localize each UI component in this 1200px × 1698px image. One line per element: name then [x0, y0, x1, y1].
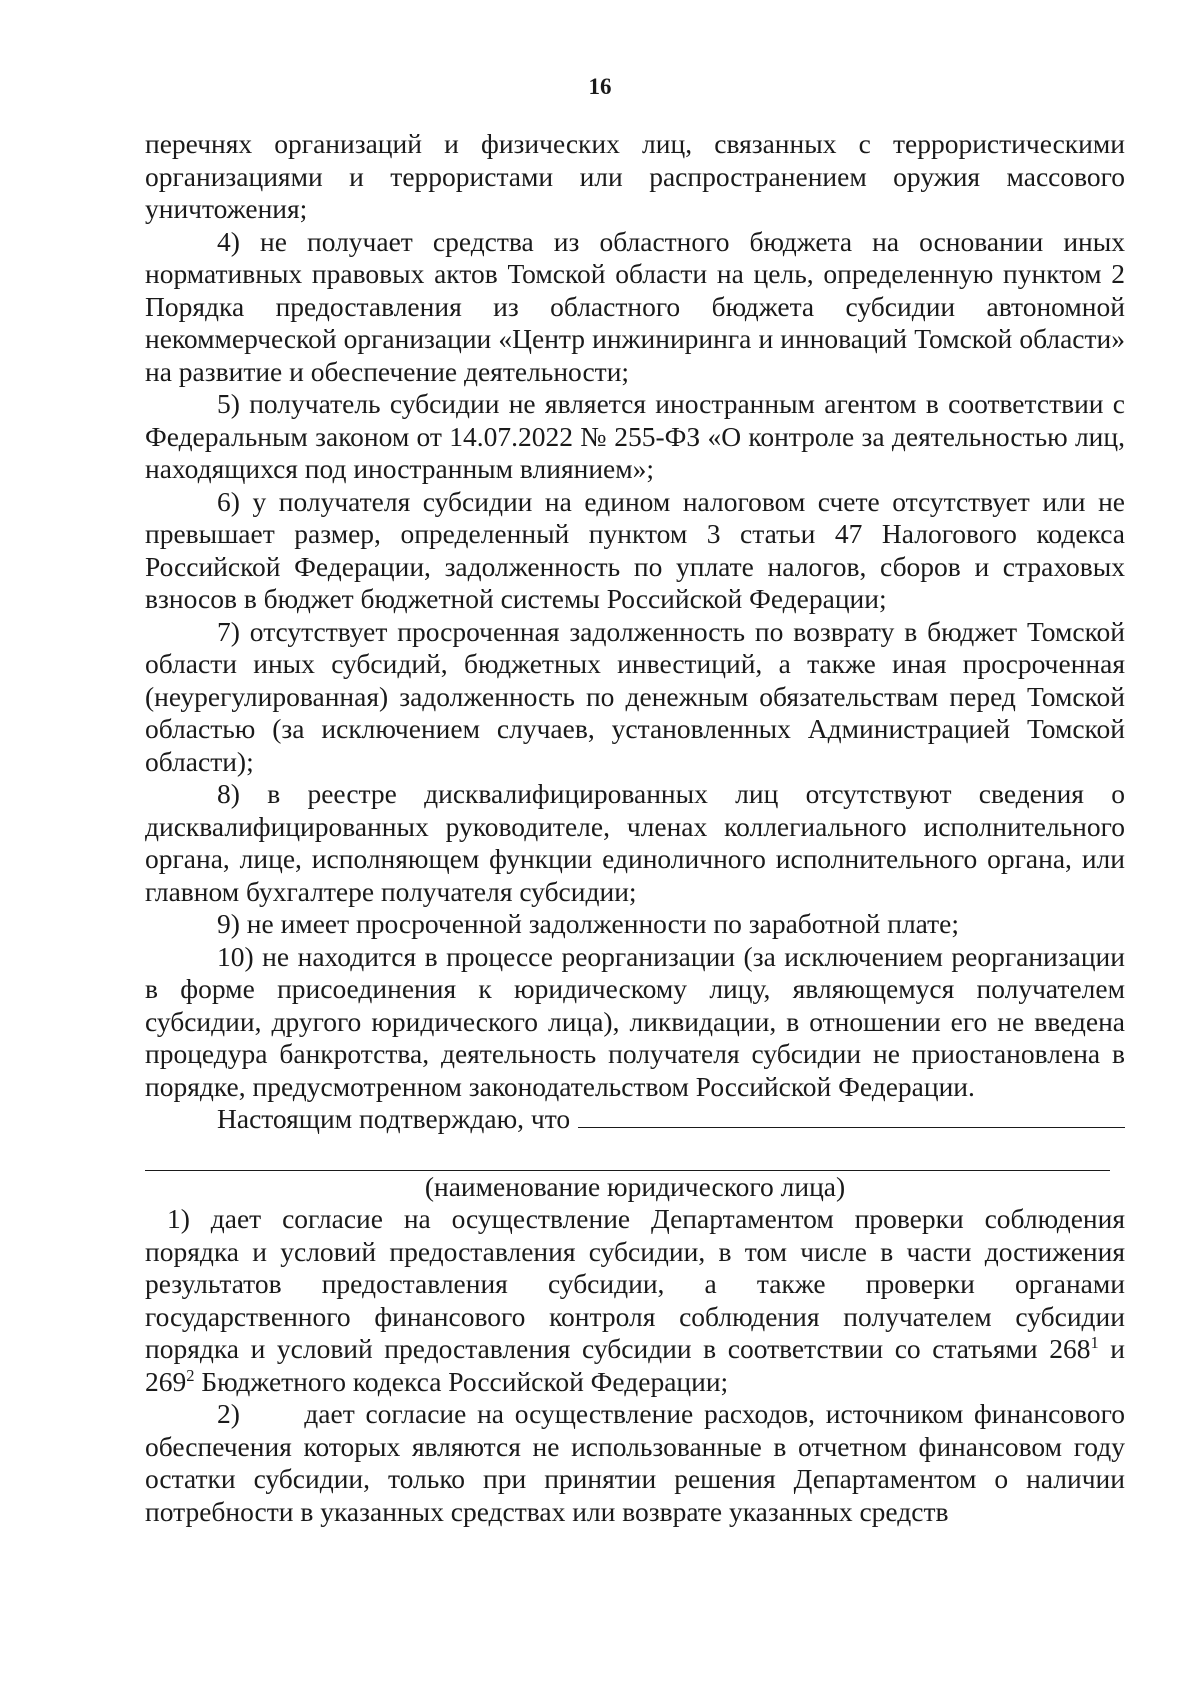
consent-1-superscript-2: 2	[186, 1365, 195, 1385]
list-item-4: 4) не получает средства из областного бюджета на основании иных нормативных правовых актов Томской области на цель, определенную пунктом 2 Порядка предоставления из областного бюджета субсидии автономной некоммерческой организации «Центр инжиниринга и инноваций Томской области» на развитие и обеспечение деятельности;	[145, 225, 1125, 387]
list-item-5: 5) получатель субсидии не является иностранным агентом в соответствии с Федеральным законом от 14.07.2022 № 255-ФЗ «О контроле за деятельностью лиц, находящихся под иностранным влиянием»;	[145, 388, 1125, 484]
consent-1-superscript-1: 1	[1090, 1332, 1099, 1352]
consent-1-middle: и 269	[145, 1333, 1125, 1397]
list-item-9: 9) не имеет просроченной задолженности по заработной плате;	[217, 908, 960, 939]
consent-1-end: Бюджетного кодекса Российской Федерации;	[194, 1365, 729, 1397]
document-body	[145, 128, 1132, 1528]
list-item-10: 10) не находится в процессе реорганизации (за исключением реорганизации в форме присоединения к юридическому лицу, являющемуся получателем субсидии, другого юридического лица), ликвидации, в отношении его не введена процедура банкротства, деятельность получателя субсидии не приостановлена в порядке, предусмотренном законодательством Российской Федерации.	[145, 940, 1125, 1102]
organization-name-blank-line	[145, 1142, 1110, 1171]
list-item-6: 6) у получателя субсидии на едином налоговом счете отсутствует или не превышает размер, определенный пунктом 3 статьи 47 Налогового кодекса Российской Федерации, задолженность по уплате налогов, сборов и страховых взносов в бюджет бюджетной системы Российской Федерации;	[145, 485, 1125, 614]
list-item-7: 7) отсутствует просроченная задолженность по возврату в бюджет Томской области иных субсидий, бюджетных инвестиций, а также иная просроченная (неурегулированная) задолженность по денежным обязательствам перед Томской областью (за исключением случаев, установленных Администрацией Томской области);	[145, 615, 1125, 777]
consent-item-2: 2) дает согласие на осуществление расходов, источником финансового обеспечения которых являются не использованные в отчетном финансовом году остатки субсидии, только при принятии решения Департаментом о наличии потребности в указанных средствах или возврате указанных средств	[145, 1398, 1132, 1527]
confirmation-line	[145, 1103, 1125, 1136]
consent-1-text: 1) дает согласие на осуществление Департаментом проверки соблюдения порядка и условий предоставления субсидии, в том числе в части достижения результатов предоставления субсидии, а также проверки органами государственного финансового контроля соблюдения получателем субсидии порядка и условий предоставления субсидии в соответствии со статьями 268	[145, 1203, 1125, 1364]
paragraph-continuation: перечнях организаций и физических лиц, связанных с террористическими организациями и террористами или распространением оружия массового уничтожения;	[145, 128, 1125, 224]
organization-name-caption: (наименование юридического лица)	[424, 1170, 846, 1202]
organization-name-blank	[578, 1105, 1125, 1128]
page-number: 16	[588, 74, 612, 99]
consent-item-1	[145, 1203, 1125, 1398]
list-item-8: 8) в реестре дисквалифицированных лиц отсутствуют сведения о дисквалифицированных руководителе, членах коллегиального исполнительного органа, лице, исполняющем функции единоличного исполнительного органа, или главном бухгалтере получателя субсидии;	[145, 778, 1125, 907]
confirmation-text: Настоящим подтверждаю, что	[217, 1103, 571, 1134]
